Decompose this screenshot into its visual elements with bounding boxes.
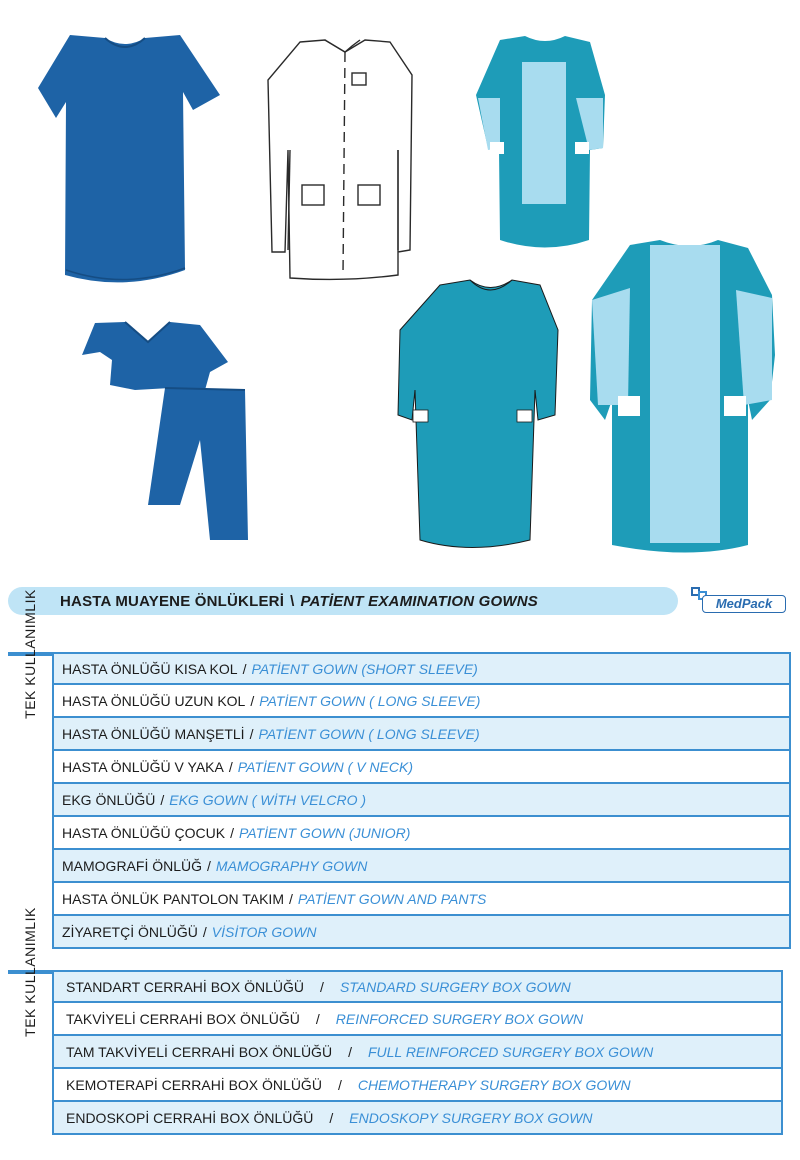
patient-gown-short-sleeve-illustration bbox=[38, 35, 220, 282]
table-row bbox=[52, 1102, 783, 1135]
item-name-tr: HASTA ÖNLÜĞÜ V YAKA bbox=[62, 758, 224, 775]
side-label-cell bbox=[8, 907, 52, 1037]
item-separator: / bbox=[329, 1109, 334, 1126]
surgery-gown-small-illustration bbox=[476, 36, 605, 248]
logo-wordmark: MedPack bbox=[702, 595, 786, 613]
item-name-en: PATİENT GOWN ( LONG SLEEVE) bbox=[259, 692, 481, 709]
item-separator: / bbox=[160, 791, 165, 808]
item-name-en: CHEMOTHERAPY SURGERY BOX GOWN bbox=[357, 1076, 631, 1093]
medpack-logo bbox=[690, 586, 790, 618]
table-row bbox=[52, 1003, 783, 1036]
item-name-tr: KEMOTERAPİ CERRAHİ BOX ÖNLÜĞÜ bbox=[66, 1076, 322, 1093]
table-row bbox=[52, 784, 791, 817]
table-rows bbox=[52, 970, 783, 1135]
table-row bbox=[52, 685, 791, 718]
table-row bbox=[52, 916, 791, 949]
item-separator: / bbox=[315, 1010, 320, 1027]
scrub-set-illustration bbox=[82, 322, 248, 540]
side-label: TEK KULLANIMLIK bbox=[22, 907, 38, 1037]
table-row bbox=[52, 751, 791, 784]
item-name-en: PATİENT GOWN (JUNIOR) bbox=[239, 824, 411, 841]
item-separator: / bbox=[207, 857, 211, 874]
section-banner bbox=[8, 587, 678, 615]
item-name-en: PATİENT GOWN (SHORT SLEEVE) bbox=[251, 660, 478, 677]
table-row bbox=[52, 817, 791, 850]
item-name-tr: TAM TAKVİYELİ CERRAHİ BOX ÖNLÜĞÜ bbox=[66, 1043, 333, 1060]
table-row bbox=[52, 1036, 783, 1069]
item-name-en: STANDARD SURGERY BOX GOWN bbox=[339, 978, 571, 995]
item-name-tr: HASTA ÖNLÜK PANTOLON TAKIM bbox=[62, 890, 284, 907]
item-separator: / bbox=[348, 1043, 352, 1060]
table-row bbox=[52, 1069, 783, 1102]
item-separator: / bbox=[337, 1076, 342, 1093]
gown-illustrations bbox=[0, 0, 800, 570]
item-separator: / bbox=[249, 725, 254, 742]
item-name-tr: HASTA ÖNLÜĞÜ UZUN KOL bbox=[62, 692, 246, 709]
lab-coat-illustration bbox=[268, 40, 412, 279]
side-label-cell bbox=[8, 589, 52, 719]
banner-title-tr: HASTA MUAYENE ÖNLÜKLERİ bbox=[60, 592, 285, 610]
table-rows bbox=[52, 652, 791, 949]
item-name-tr: ZİYARETÇİ ÖNLÜĞÜ bbox=[62, 923, 198, 940]
item-name-en: MAMOGRAPHY GOWN bbox=[215, 857, 368, 874]
item-separator: / bbox=[202, 923, 207, 940]
item-separator: / bbox=[242, 660, 247, 677]
item-name-tr: HASTA ÖNLÜĞÜ ÇOCUK bbox=[62, 824, 226, 841]
item-name-en: REINFORCED SURGERY BOX GOWN bbox=[335, 1010, 584, 1027]
side-label: TEK KULLANIMLIK bbox=[22, 589, 38, 719]
item-separator: / bbox=[228, 758, 233, 775]
item-name-tr: HASTA ÖNLÜĞÜ KISA KOL bbox=[62, 660, 238, 677]
item-name-en: EKG GOWN ( WİTH VELCRO ) bbox=[169, 791, 367, 808]
table-row bbox=[52, 883, 791, 916]
table-row bbox=[52, 970, 783, 1003]
item-name-tr: STANDART CERRAHİ BOX ÖNLÜĞÜ bbox=[66, 978, 305, 995]
reinforced-surgery-gown-illustration bbox=[590, 240, 775, 553]
item-separator: / bbox=[320, 978, 324, 995]
item-name-tr: HASTA ÖNLÜĞÜ MANŞETLİ bbox=[62, 725, 245, 742]
item-name-tr: TAKVİYELİ CERRAHİ BOX ÖNLÜĞÜ bbox=[66, 1010, 300, 1027]
table-row bbox=[52, 652, 791, 685]
item-separator: / bbox=[250, 692, 255, 709]
table-row bbox=[52, 850, 791, 883]
item-name-en: PATİENT GOWN ( LONG SLEEVE) bbox=[258, 725, 480, 742]
item-name-en: PATİENT GOWN AND PANTS bbox=[297, 890, 487, 907]
item-separator: / bbox=[230, 824, 234, 841]
item-name-tr: EKG ÖNLÜĞÜ bbox=[62, 791, 156, 808]
item-name-en: PATİENT GOWN ( V NECK) bbox=[237, 758, 413, 775]
item-name-en: ENDOSKOPY SURGERY BOX GOWN bbox=[349, 1109, 593, 1126]
item-separator: / bbox=[288, 890, 293, 907]
banner-separator: \ bbox=[290, 592, 295, 610]
item-name-tr: MAMOGRAFİ ÖNLÜĞ bbox=[62, 857, 203, 874]
item-name-tr: ENDOSKOPİ CERRAHİ BOX ÖNLÜĞÜ bbox=[66, 1109, 314, 1126]
item-name-en: FULL REINFORCED SURGERY BOX GOWN bbox=[367, 1043, 654, 1060]
banner-title-en: PATİENT EXAMINATION GOWNS bbox=[300, 592, 538, 610]
surgery-gown-teal-illustration bbox=[398, 280, 558, 548]
table-row bbox=[52, 718, 791, 751]
item-name-en: VİSİTOR GOWN bbox=[211, 923, 317, 940]
